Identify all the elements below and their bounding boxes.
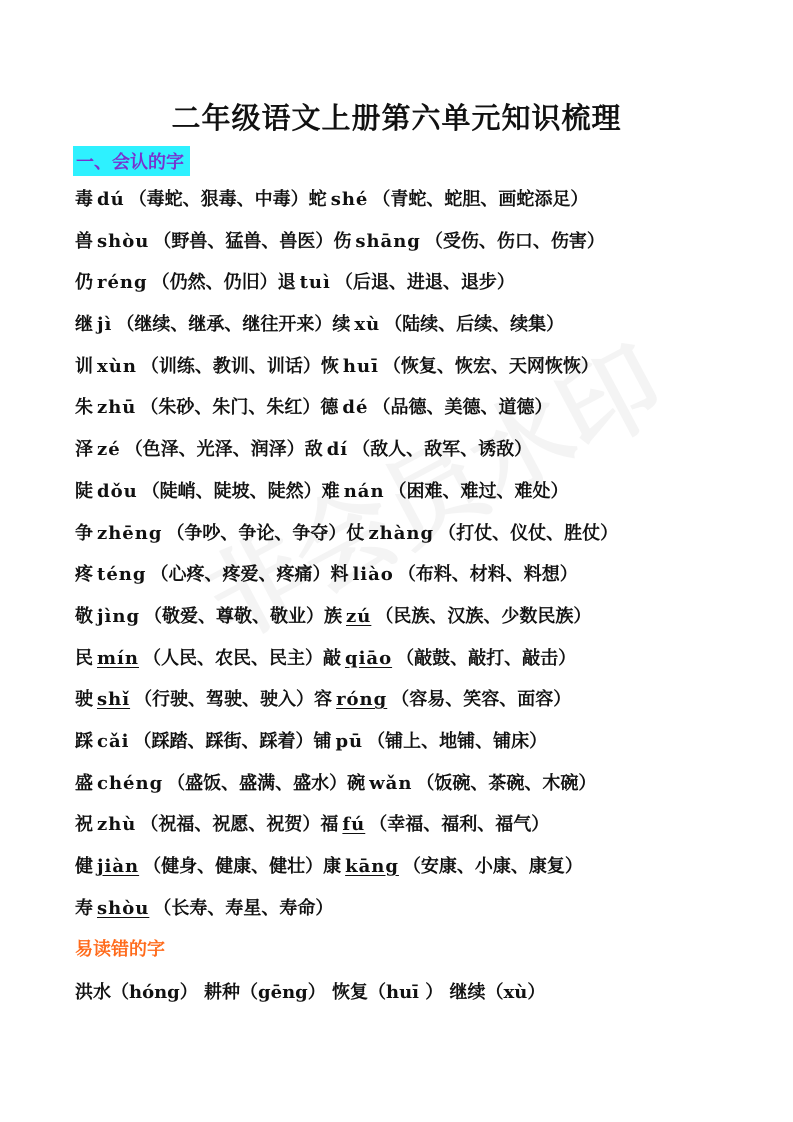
char-text: （民族、汉族、少数民族） <box>375 605 592 627</box>
pinyin: cǎi <box>97 730 130 752</box>
pinyin: dú <box>97 189 125 210</box>
char-text: （品德、美德、道德） <box>372 397 553 419</box>
pinyin: shòu <box>97 897 150 919</box>
char-text: 踩 <box>75 730 93 752</box>
char-text: 泽 <box>75 439 93 461</box>
char-line <box>75 269 775 311</box>
char-text: （继续、继承、继往开来）续 <box>116 314 351 336</box>
char-text: 朱 <box>75 397 93 419</box>
pinyin: xù <box>354 314 381 336</box>
page-title: 二年级语文上册第六单元知识梳理 <box>171 101 622 135</box>
char-text: （敲鼓、敲打、敲击） <box>396 647 577 669</box>
pinyin: shǐ <box>97 689 131 711</box>
pinyin: fú <box>342 814 366 836</box>
pinyin: róng <box>336 689 388 711</box>
pinyin: dǒu <box>97 480 138 502</box>
pinyin: nán <box>343 480 385 502</box>
char-text: 盛 <box>75 772 93 794</box>
char-text: 继 <box>75 314 93 336</box>
char-text: （敌人、敌军、诱敌） <box>352 439 533 461</box>
pinyin: mín <box>97 647 139 669</box>
char-line <box>75 186 775 228</box>
section-heading-recognize: 一、会认的字 <box>73 146 190 176</box>
pinyin: zhū <box>97 397 137 419</box>
char-text: （色泽、光泽、润泽）敌 <box>124 439 323 461</box>
char-text: （青蛇、蛇胆、画蛇添足） <box>372 189 589 210</box>
char-line <box>75 353 775 395</box>
char-text: （敬爱、尊敬、敬业）族 <box>144 605 343 627</box>
char-text: （行驶、驾驶、驶入）容 <box>134 689 333 711</box>
char-text: （受伤、伤口、伤害） <box>424 230 605 252</box>
char-text: （争吵、争论、争夺）仗 <box>166 522 365 544</box>
char-text: （困难、难过、难处） <box>388 480 569 502</box>
char-line <box>75 645 775 687</box>
char-text: 陡 <box>75 480 93 502</box>
char-text: 健 <box>75 856 93 877</box>
pinyin: kāng <box>345 856 399 877</box>
char-text: （心疼、疼爱、疼痛）料 <box>150 564 349 586</box>
char-text: 训 <box>75 355 93 377</box>
pinyin: pū <box>335 730 364 752</box>
char-line <box>75 603 775 645</box>
pinyin: zhàng <box>368 522 435 544</box>
char-text: （盛饭、盛满、盛水）碗 <box>167 772 366 794</box>
char-line <box>75 811 775 853</box>
char-text: （容易、笑容、面容） <box>391 689 572 711</box>
char-text: （长寿、寿星、寿命） <box>153 897 334 919</box>
char-text: （饭碗、茶碗、木碗） <box>416 772 597 794</box>
char-text: （人民、农民、民主）敲 <box>142 647 341 669</box>
pinyin: jìng <box>97 605 141 627</box>
char-text: （陆续、后续、续集） <box>384 314 565 336</box>
char-line <box>75 770 775 812</box>
pinyin: jiàn <box>97 856 140 877</box>
char-text: 寿 <box>75 897 93 919</box>
char-text: 祝 <box>75 814 93 836</box>
char-text: （踩踏、踩街、踩着）铺 <box>133 730 332 752</box>
char-text: （祝福、祝愿、祝贺）福 <box>140 814 339 836</box>
pinyin: chéng <box>97 772 164 794</box>
char-text: （毒蛇、狠毒、中毒）蛇 <box>128 189 327 210</box>
pinyin: shé <box>330 189 369 210</box>
char-text: （幸福、福利、福气） <box>369 814 550 836</box>
misread-words-line: 洪水（hóng） 耕种（gēng） 恢复（huī ） 继续（xù） <box>75 982 546 1003</box>
pinyin: réng <box>97 272 148 294</box>
char-text: 驶 <box>75 689 93 711</box>
pinyin: zhēng <box>97 522 163 544</box>
pinyin: shāng <box>355 230 421 252</box>
char-text: （健身、健康、健壮）康 <box>143 856 342 877</box>
char-text: （恢复、恢宏、天网恢恢） <box>382 355 599 377</box>
char-text: （安康、小康、康复） <box>402 856 583 877</box>
char-text: （后退、进退、退步） <box>334 272 515 294</box>
pinyin: shòu <box>97 230 150 252</box>
char-text: （野兽、猛兽、兽医）伤 <box>153 230 352 252</box>
pinyin: zú <box>346 605 372 627</box>
char-line <box>75 686 775 728</box>
pinyin: zé <box>97 439 121 461</box>
char-text: 疼 <box>75 564 93 586</box>
pinyin: wǎn <box>369 772 413 794</box>
pinyin: xùn <box>97 355 137 377</box>
pinyin: huī <box>342 355 379 377</box>
pinyin: zhù <box>97 814 137 836</box>
pinyin: dí <box>326 439 349 461</box>
char-text: 仍 <box>75 272 93 294</box>
pinyin: jì <box>97 314 113 336</box>
char-text: （陡峭、陡坡、陡然）难 <box>141 480 340 502</box>
pinyin: liào <box>352 564 394 586</box>
pinyin: téng <box>97 564 147 586</box>
char-text: 民 <box>75 647 93 669</box>
char-text: （仍然、仍旧）退 <box>151 272 296 294</box>
char-text: （朱砂、朱门、朱红）德 <box>140 397 339 419</box>
pinyin: qiāo <box>344 647 393 669</box>
char-text: 争 <box>75 522 93 544</box>
char-text: （布料、材料、料想） <box>397 564 578 586</box>
pinyin: dé <box>342 397 369 419</box>
char-line <box>75 853 775 895</box>
char-text: （打仗、仪仗、胜仗） <box>438 522 619 544</box>
char-text: 兽 <box>75 230 93 252</box>
char-line <box>75 728 775 770</box>
pinyin: tuì <box>299 272 331 294</box>
char-text: （训练、教训、训话）恢 <box>140 355 339 377</box>
char-text: 毒 <box>75 189 93 210</box>
section-heading-misread: 易读错的字 <box>75 939 165 960</box>
char-line <box>75 228 775 270</box>
char-line <box>75 895 775 937</box>
char-line <box>75 311 775 353</box>
char-text: 敬 <box>75 605 93 627</box>
char-text: （铺上、地铺、铺床） <box>367 730 548 752</box>
